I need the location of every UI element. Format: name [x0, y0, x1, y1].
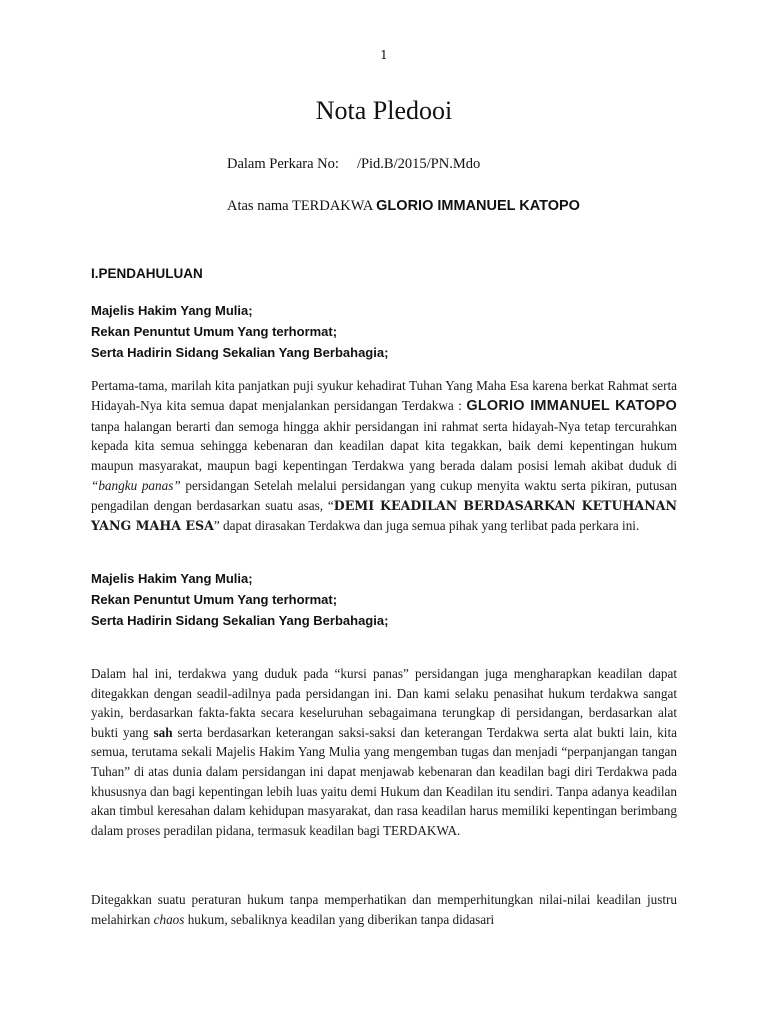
paragraph-text: Dalam hal ini, terdakwa yang duduk pada “kursi panas” persidangan juga mengharapkan keadilan dapat ditegakkan dengan seadil-adilnya pada persidangan ini. Dan kami selaku penasihat hukum terdakwa sangat yakin, berdasarkan fakta-fakta secara keseluruhan sebagaimana terungkap di persidangan, berdasarkan alat bukti yang: [91, 666, 677, 740]
paragraph-text: persidangan Setelah melalui persidangan yang cukup menyita waktu serta pikiran, putusan pengadilan dengan berdasarkan suatu asas, “: [91, 477, 677, 513]
italic-phrase: “bangku panas”: [91, 477, 181, 493]
italic-word: chaos: [153, 911, 185, 927]
paragraph-text: Ditegakkan suatu peraturan hukum tanpa memperhatikan dan memperhitungkan nilai-nilai keadilan justru melahirkan: [91, 892, 677, 927]
section-heading: I.PENDAHULUAN: [91, 266, 203, 281]
salutation-line: Rekan Penuntut Umum Yang terhormat;: [91, 592, 338, 607]
paragraph-text: Pertama-tama, marilah kita panjatkan puji syukur kehadirat Tuhan Yang Maha Esa karena berkat Rahmat serta Hidayah-Nya kita semua dapat menjalankan persidangan Terdakwa :: [91, 378, 677, 413]
defendant-line: [227, 198, 580, 215]
case-number-label: Dalam Perkara No:: [227, 156, 339, 172]
motto-phrase: DEMI KEADILAN BERDASARKAN KETUHANAN YANG MAHA ESA: [91, 497, 677, 533]
paragraph-law: [91, 890, 677, 929]
case-number-line: [227, 156, 480, 173]
salutation-line: Serta Hadirin Sidang Sekalian Yang Berbahagia;: [91, 613, 389, 628]
defendant-name-inline: GLORIO IMMANUEL KATOPO: [466, 397, 677, 414]
paragraph-opening: [91, 376, 677, 535]
paragraph-text: ” dapat dirasakan Terdakwa dan juga semua pihak yang terlibat pada perkara ini.: [213, 517, 640, 533]
defendant-prefix: Atas nama TERDAKWA: [227, 198, 377, 214]
page-number: 1: [380, 48, 388, 62]
paragraph-text: serta berdasarkan keterangan saksi-saksi dan keterangan Terdakwa serta alat bukti lain, kita semua, terutama sekali Majelis Hakim Yang Mulia yang mengemban tugas dan menjadi “perpanjangan tangan Tuhan” di atas dunia dalam persidangan ini dapat menjawab kebenaran dan keadilan bagi diri Terdakwa pada khususnya dan bagi kepentingan lebih luas yaitu demi Hukum dan Keadilan itu sendiri. Tanpa adanya keadilan akan timbul keresahan dalam kehidupan masyarakat, dan rasa keadilan harus memiliki kepentingan berimbang dalam proses peradilan pidana, termasuk keadilan bagi TERDAKWA.: [91, 724, 677, 838]
salutation-line: Majelis Hakim Yang Mulia;: [91, 303, 253, 318]
document-title: Nota Pledooi: [315, 96, 453, 125]
case-number-value: /Pid.B/2015/PN.Mdo: [356, 156, 481, 172]
paragraph-text: tanpa halangan berarti dan semoga hingga akhir persidangan ini rahmat serta hidayah-Nya tetap tercurahkan kepada kita semua sehingga kebenaran dan keadilan dapat kita tegakkan, baik demi kepentingan hukum maupun masyarakat, maupun bagi kepentingan Terdakwa yang berada dalam posisi lemah akibat duduk di: [91, 418, 677, 474]
bold-word: sah: [153, 724, 173, 740]
salutation-block: [91, 568, 388, 631]
salutation-line: Serta Hadirin Sidang Sekalian Yang Berbahagia;: [91, 345, 389, 360]
salutation-line: Majelis Hakim Yang Mulia;: [91, 571, 253, 586]
salutation-line: Rekan Penuntut Umum Yang terhormat;: [91, 324, 338, 339]
salutation-block: [91, 300, 388, 363]
paragraph-text: hukum, sebaliknya keadilan yang diberikan tanpa didasari: [184, 911, 495, 927]
defendant-name: GLORIO IMMANUEL KATOPO: [376, 198, 580, 214]
paragraph-hope: [91, 664, 677, 840]
